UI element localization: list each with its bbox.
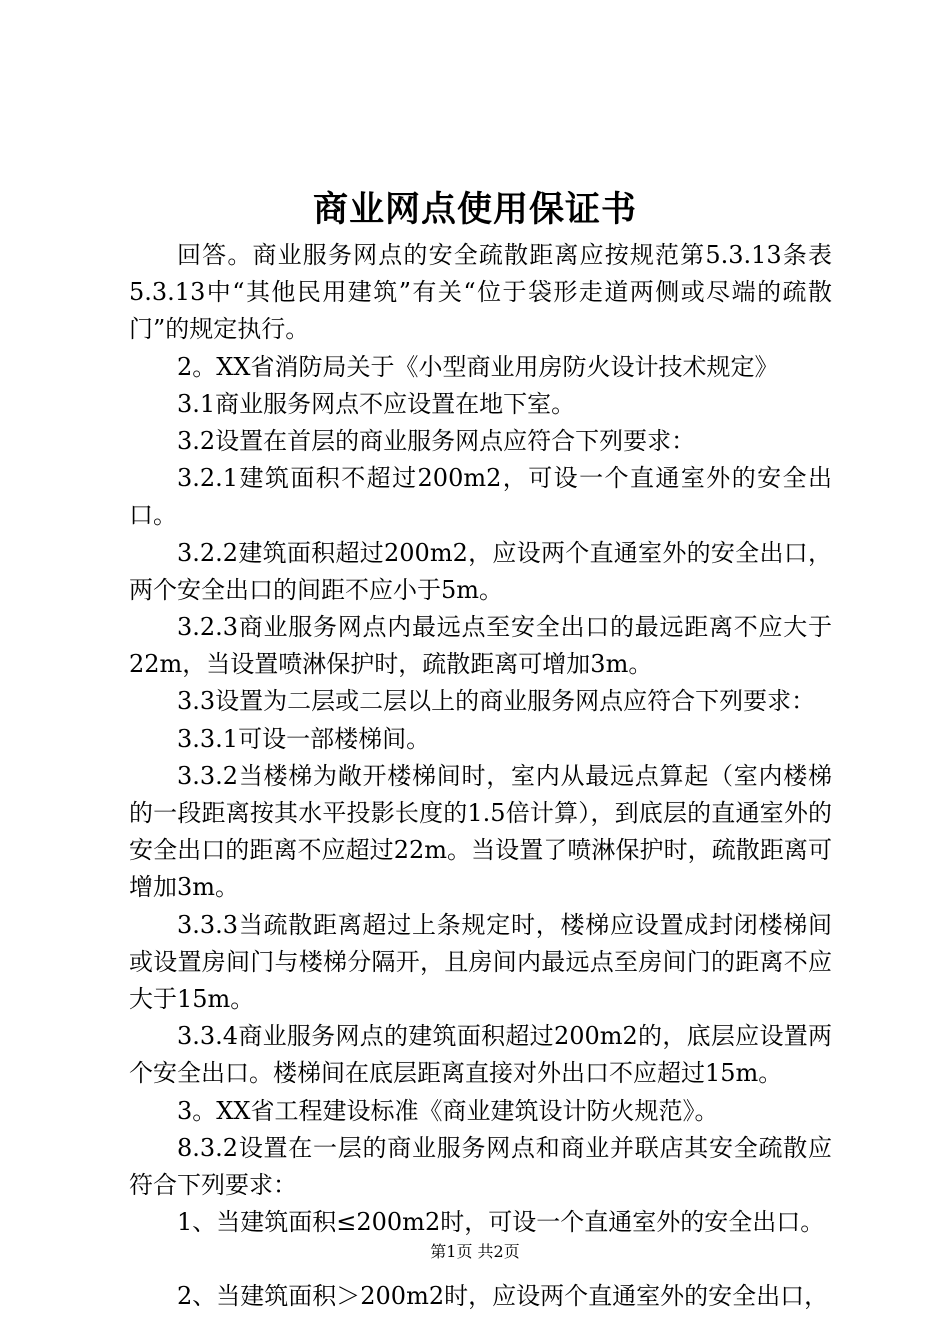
paragraph-3-2-1: 3.2.1建筑面积不超过200m2，可设一个直通室外的安全出口。 [129, 464, 832, 530]
page-footer: 第1页 共2页 [430, 1242, 520, 1261]
paragraph-3-2-2: 3.2.2建筑面积超过200m2，应设两个直通室外的安全出口，两个安全出口的间距不应小于5m。 [129, 538, 832, 604]
paragraph-item-2: 2、当建筑面积＞200m2时，应设两个直通室外的安全出口， [177, 1282, 829, 1311]
paragraph-8-3-2: 8.3.2设置在一层的商业服务网点和商业并联店其安全疏散应符合下列要求： [129, 1133, 832, 1200]
paragraph-3-2-3: 3.2.3商业服务网点内最远点至安全出口的最远距离不应大于22m，当设置喷淋保护时，疏散距离可增加3m。 [129, 613, 832, 679]
document-title: 商业网点使用保证书 [312, 189, 637, 230]
paragraph-provincial-rule: 2。XX省消防局关于《小型商业用房防火设计技术规定》 [177, 352, 779, 381]
paragraph-item-1: 1、当建筑面积≤200m2时，可设一个直通室外的安全出口。 [177, 1208, 825, 1237]
paragraph-3-1: 3.1商业服务网点不应设置在地下室。 [177, 389, 576, 418]
paragraph-3-2: 3.2设置在首层的商业服务网点应符合下列要求： [177, 427, 696, 456]
paragraph-3-3-4: 3.3.4商业服务网点的建筑面积超过200m2的，底层应设置两个安全出口。楼梯间在底层距离直接对外出口不应超过15m。 [129, 1022, 832, 1088]
paragraph-answer: 回答。商业服务网点的安全疏散距离应按规范第5.3.13条表5.3.13中“其他民用建筑”有关“位于袋形走道两侧或尽端的疏散门”的规定执行。 [129, 241, 832, 344]
document-body [129, 237, 832, 1316]
paragraph-standard: 3。XX省工程建设标准《商业建筑设计防火规范》。 [177, 1096, 719, 1125]
paragraph-3-3-3: 3.3.3当疏散距离超过上条规定时，楼梯应设置成封闭楼梯间或设置房间门与楼梯分隔开，且房间内最远点至房间门的距离不应大于15m。 [129, 910, 832, 1014]
paragraph-3-3-1: 3.3.1可设一部楼梯间。 [177, 724, 431, 753]
paragraph-3-3: 3.3设置为二层或二层以上的商业服务网点应符合下列要求： [177, 687, 816, 716]
paragraph-3-3-2: 3.3.2当楼梯为敞开楼梯间时，室内从最远点算起（室内楼梯的一段距离按其水平投影长度的1.5倍计算），到底层的直通室外的安全出口的距离不应超过22m。当设置了喷淋保护时，疏散距离可增加3m。 [129, 761, 832, 902]
